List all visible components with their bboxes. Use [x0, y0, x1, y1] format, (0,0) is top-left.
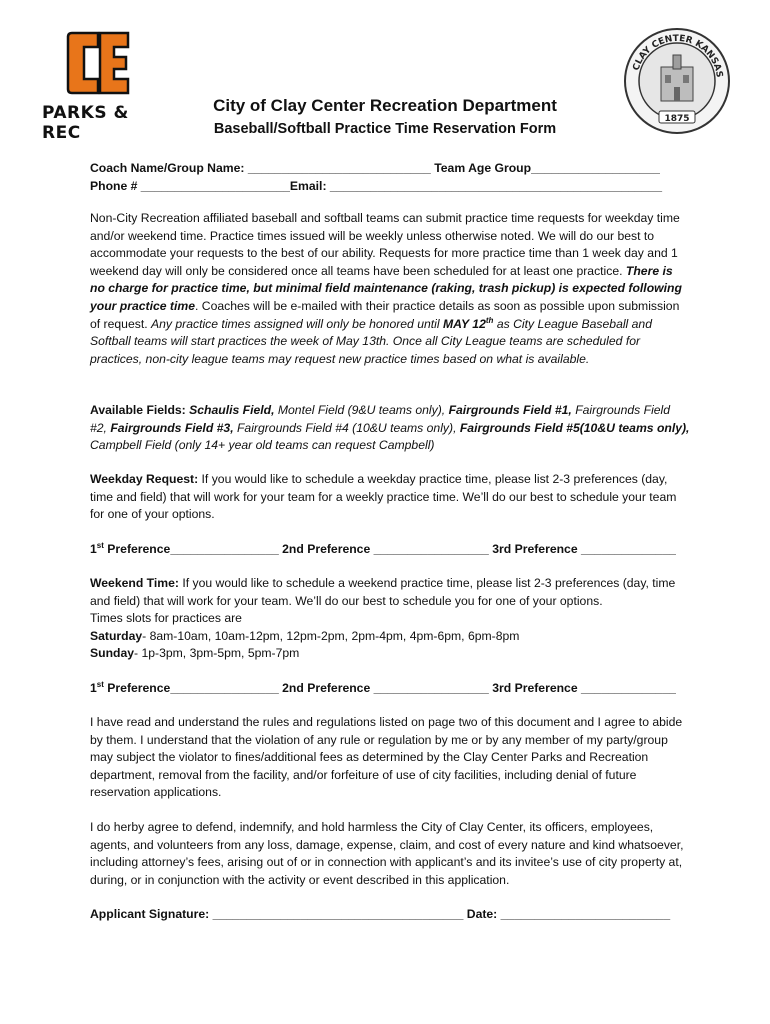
available-fields-label: Available Fields: [90, 403, 186, 417]
date-field[interactable]: _________________________ [500, 907, 671, 921]
agreement-paragraph: I have read and understand the rules and regulations listed on page two of this document and I agree to abide by them. I understand that the violation of any rule or regulation by me or by any member of my party/group may subject the violator to fines/additional fees as determined by the Clay Center Parks and Recreation department, removal from the facility, and/or forfeiture of use of city facilities, including denial of future reservation applications. [90, 715, 683, 800]
weekday-third-pref-field[interactable]: ______________ [581, 542, 676, 556]
field-fairgrounds-1: Fairgrounds Field #1, [448, 403, 572, 417]
coach-email-text: . Coaches will be e-mailed with their practice details as soon as possible upon submission of request. [90, 298, 680, 331]
signature-field[interactable]: _____________________________________ [212, 907, 464, 921]
field-fairgrounds-4: Fairgrounds Field #4 (10&U teams only), [236, 420, 457, 435]
weekday-request [90, 471, 690, 524]
third-pref-label: 3rd Preference [492, 542, 578, 556]
field-campbell: Campbell Field (only 14+ year old teams can request Campbell) [90, 438, 435, 453]
city-seal [623, 27, 731, 135]
weekday-preferences [90, 541, 690, 559]
field-fairgrounds-3: Fairgrounds Field #3, [110, 420, 234, 435]
indemnity-paragraph: I do herby agree to defend, indemnify, and hold harmless the City of Clay Center, its officers, employees, agents, and volunteers from any loss, damage, expense, claim, and cost of every nature and kind whatsoever, including attorney’s fees, arising out of or in connection with applicant’s and its invitee’s use of city property at, during, or in conjunction with the activity or event described in this application. [90, 820, 684, 887]
weekend-first-pref-field[interactable]: ________________ [170, 681, 279, 695]
email-field[interactable]: _________________________________________________ [329, 179, 663, 193]
coach-line [90, 160, 690, 178]
first-pref-label: 1st Preference [90, 679, 171, 695]
signature-label: Applicant Signature: [90, 907, 210, 921]
weekend-third-pref-field[interactable]: ______________ [581, 681, 676, 695]
sunday-slots: Sunday- 1p-3pm, 3pm-5pm, 5pm-7pm [90, 646, 300, 661]
second-pref-label: 2nd Preference [282, 681, 371, 695]
field-fairgrounds-2: Fairgrounds Field #2, [90, 403, 671, 435]
phone-label: Phone # [90, 179, 138, 193]
email-label: Email: [289, 179, 327, 193]
signature-line [90, 906, 690, 924]
second-pref-label: 2nd Preference [282, 542, 371, 556]
page-title: City of Clay Center Recreation Department [213, 96, 557, 115]
city-league-text: as City League Baseball and Softball teams will start practices the week of May 13th. Once all City League teams are scheduled for practices, non-city league teams may request new practice times based on what is available. [90, 316, 652, 366]
first-pref-label: 1st Preference [90, 540, 171, 556]
svg-text:CLAY CENTER KANSAS: CLAY CENTER KANSAS [631, 33, 724, 79]
weekday-first-pref-field[interactable]: ________________ [170, 542, 279, 556]
form-subtitle: Baseball/Softball Practice Time Reservation Form [213, 121, 557, 137]
weekend-time [90, 575, 690, 663]
weekday-label: Weekday Request: [90, 472, 199, 486]
team-age-field[interactable]: ___________________ [531, 161, 660, 175]
coach-label: Coach Name/Group Name: [90, 161, 245, 175]
date-label: Date: [466, 907, 498, 921]
weekend-second-pref-field[interactable]: _________________ [373, 681, 489, 695]
may-date: MAY 12th [442, 315, 494, 331]
team-age-label: Team Age Group [434, 161, 532, 175]
phone-field[interactable]: ______________________ [140, 179, 290, 193]
weekend-text: If you would like to schedule a weekend practice time, please list 2-3 preferences (day, time and field) that will work for your team. We’ll do our best to schedule you for one of your options. [90, 576, 676, 608]
field-schaulis: Schaulis Field, [189, 403, 275, 417]
intro-paragraph [90, 210, 690, 368]
time-slots-label: Times slots for practices are [90, 611, 242, 626]
coach-name-field[interactable]: ___________________________ [247, 161, 431, 175]
parks-rec-text: PARKS & REC [42, 103, 129, 143]
weekend-preferences [90, 680, 690, 698]
available-fields [90, 402, 690, 455]
seal-icon [623, 27, 731, 135]
field-montel: Montel Field (9&U teams only), [277, 403, 446, 417]
saturday-slots: Saturday- 8am-10am, 10am-12pm, 12pm-2pm, 2pm-4pm, 4pm-6pm, 6pm-8pm [90, 628, 520, 643]
seal-year: 1875 [664, 114, 690, 124]
phone-line [90, 178, 690, 196]
weekend-label: Weekend Time: [90, 576, 179, 590]
no-charge-notice: There is no charge for practice time, but minimal field maintenance (raking, trash pickup) is expected following your practice time [90, 263, 682, 313]
third-pref-label: 3rd Preference [492, 681, 578, 695]
honored-until-text: Any practice times assigned will only be honored until [150, 316, 440, 331]
intro-text: Non-City Recreation affiliated baseball and softball teams can submit practice time requests for weekday time and/or weekend time. Practice times issued will be weekly unless otherwise noted. We will do our best to accommodate your requests to the best of our ability. Requests for more practice time than 1 week day and 1 weekend day will only be considered once all teams have been scheduled for at least one practice. [90, 211, 680, 278]
weekday-second-pref-field[interactable]: _________________ [373, 542, 489, 556]
field-fairgrounds-5: Fairgrounds Field #5(10&U teams only), [459, 420, 690, 435]
weekday-text: If you would like to schedule a weekday practice time, please list 2-3 preferences (day, time and field) that will work for your team for a weekly practice time. We’ll do our best to schedule your team for one of your options. [90, 472, 677, 522]
